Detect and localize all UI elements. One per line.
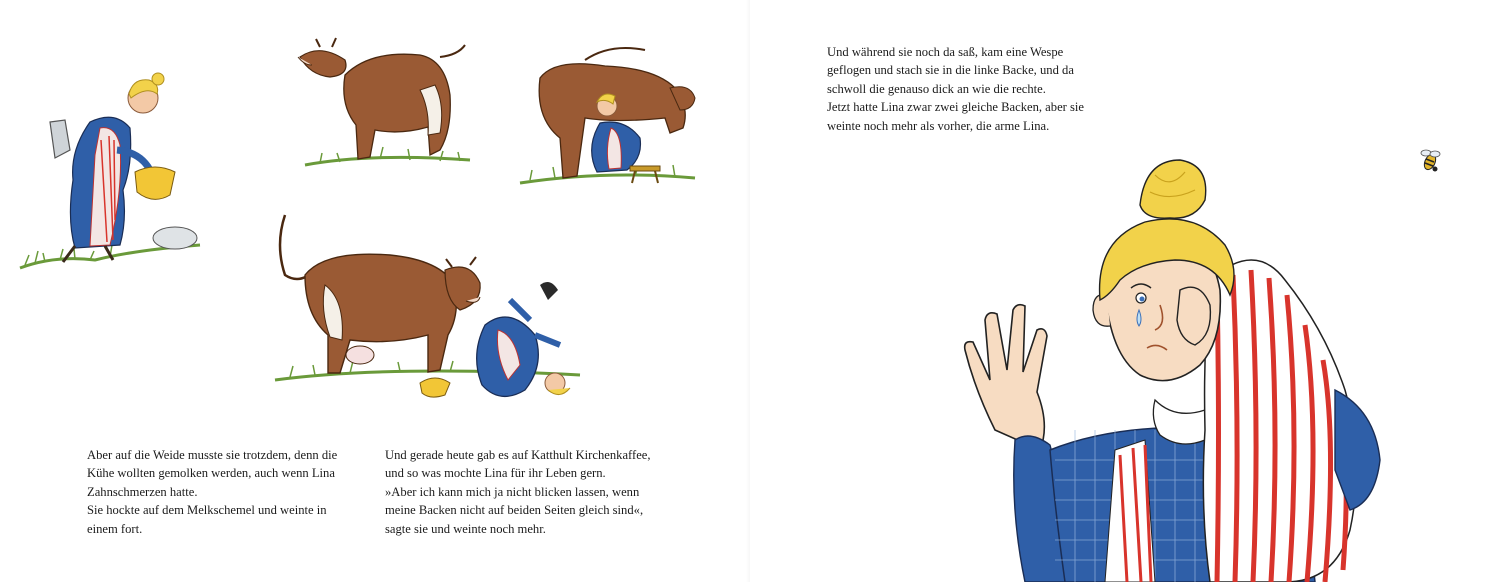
- paragraph-weide-text: Aber auf die Weide musste sie trotzdem, denn die Kühe wollten gemolken werden, auch wenn Lina Zahnschmerzen hatte. Sie hockte auf dem Melkschemel und weinte in einem fort.: [87, 448, 338, 536]
- lina-milking-illustration: [515, 38, 700, 193]
- lina-walking-drawing: [15, 70, 215, 275]
- paragraph-kirchenkaffee-text: Und gerade heute gab es auf Katthult Kirchenkaffee, und so was mochte Lina für ihr Leben gern. »Aber ich kann mich ja nicht blicken lassen, wenn meine Backen nicht auf beiden Seiten gleich sind«, sagte sie und weinte noch mehr.: [385, 448, 651, 536]
- lina-crying-illustration: [955, 130, 1435, 582]
- cow-kicking-illustration: [270, 205, 590, 415]
- right-page: [750, 0, 1500, 582]
- paragraph-kirchenkaffee: [385, 446, 675, 538]
- paragraph-weide: [87, 446, 367, 538]
- lina-walking-illustration: [15, 70, 215, 275]
- lina-milking-drawing: [515, 38, 700, 193]
- lina-crying-drawing: [955, 130, 1435, 582]
- cow-standing-illustration: [290, 35, 475, 175]
- cow-kicking-drawing: [270, 205, 590, 415]
- paragraph-wespe: [827, 43, 1127, 135]
- paragraph-wespe-text: Und während sie noch da saß, kam eine Wespe geflogen und stach sie in die linke Backe, und da schwoll die genauso dick an wie die rechte. Jetzt hatte Lina zwar zwei gleiche Backen, aber sie weinte noch mehr als vorher, die arme Lina.: [827, 45, 1084, 133]
- cow-standing-drawing: [290, 35, 475, 175]
